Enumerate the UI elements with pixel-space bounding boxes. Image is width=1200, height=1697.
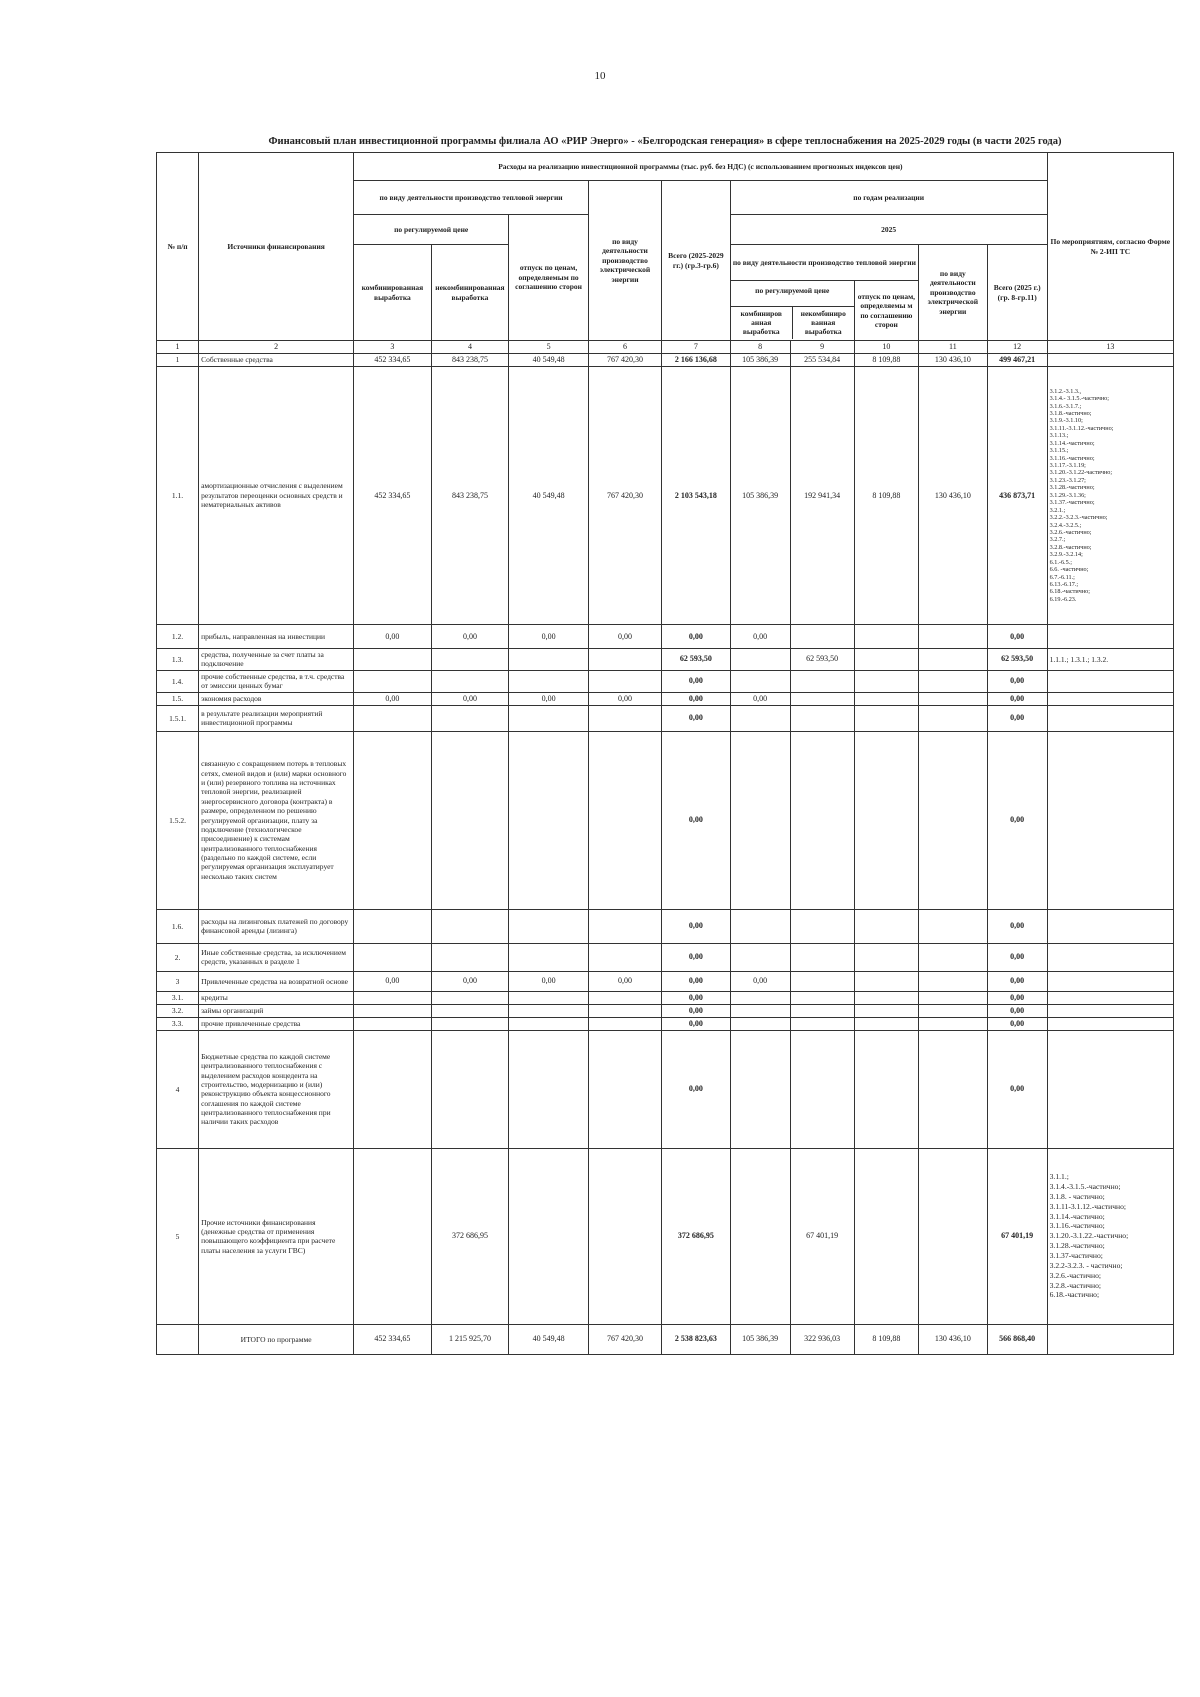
row-value bbox=[790, 909, 854, 943]
row-source-name: средства, полученные за счет платы за подключение bbox=[199, 649, 354, 671]
row-value: 40 549,48 bbox=[509, 367, 589, 625]
header-release-agreed: отпуск по ценам, определяемым по соглашению сторон bbox=[509, 215, 589, 341]
row-value bbox=[854, 909, 918, 943]
table-row bbox=[157, 692, 1174, 705]
page-number: 10 bbox=[594, 70, 606, 82]
row-number: 3.1. bbox=[157, 991, 199, 1004]
row-source-name: займы организаций bbox=[199, 1004, 354, 1017]
row-source-name: прочие собственные средства, в т.ч. средства от эмиссии ценных бумаг bbox=[199, 670, 354, 692]
row-source-name: связанную с сокращением потерь в тепловых сетях, сменой видов и (или) марки основного и (или) резервного топлива на источниках тепловой энергии, реализацией энергосервисного договора (контракта) в размере, определенном по решению регулируемой организации, плату за подключение (технологическое присоединение) к системам централизованного теплоснабжения (раздельно по каждой системе, если регулируемая организация эксплуатирует несколько таких систем bbox=[199, 731, 354, 909]
row-value: 566 868,40 bbox=[987, 1324, 1047, 1354]
row-value: 40 549,48 bbox=[509, 1324, 589, 1354]
row-source-name: кредиты bbox=[199, 991, 354, 1004]
row-value: 0,00 bbox=[987, 991, 1047, 1004]
row-value: 0,00 bbox=[987, 943, 1047, 971]
row-value: 0,00 bbox=[662, 1017, 731, 1030]
table-row bbox=[157, 943, 1174, 971]
row-value: 62 593,50 bbox=[790, 649, 854, 671]
table-row bbox=[157, 705, 1174, 731]
row-value: 40 549,48 bbox=[509, 354, 589, 367]
row-value: 452 334,65 bbox=[354, 367, 432, 625]
col-number: 5 bbox=[509, 341, 589, 354]
row-value bbox=[790, 692, 854, 705]
row-value: 0,00 bbox=[662, 971, 731, 991]
table-row bbox=[157, 1324, 1174, 1354]
header-regulated: по регулируемой цене bbox=[354, 215, 509, 245]
row-value: 67 401,19 bbox=[987, 1148, 1047, 1324]
row-value: 130 436,10 bbox=[919, 367, 988, 625]
row-measures bbox=[1047, 692, 1173, 705]
header-electric-activity-2: по виду деятельности производство электрической энергии bbox=[919, 245, 988, 341]
row-value: 767 420,30 bbox=[588, 354, 661, 367]
row-value: 0,00 bbox=[730, 692, 790, 705]
row-value bbox=[919, 731, 988, 909]
row-value: 0,00 bbox=[509, 971, 589, 991]
row-number: 1 bbox=[157, 354, 199, 367]
row-value bbox=[509, 649, 589, 671]
row-measures: 3.1.1.; 3.1.4.-3.1.5.-частично; 3.1.8. - частично; 3.1.11-3.1.12.-частично; 3.1.14.-частично; 3.1.16.-частично; 3.1.20.-3.1.22.-частично; 3.1.28.-частично; 3.1.37-частично; 3.2.2-3.2.3. - частично; 3.2.6.-частично; 3.2.8.-частично; 6.18.-частично; bbox=[1047, 1148, 1173, 1324]
row-source-name: Бюджетные средства по каждой системе централизованного теплоснабжения с выделением расходов концедента на строительство, модернизацию и (или) реконструкцию объекта концессионного соглашения по каждой системе централизованного теплоснабжения при наличии таких расходов bbox=[199, 1030, 354, 1148]
row-value: 0,00 bbox=[662, 731, 731, 909]
row-value: 105 386,39 bbox=[730, 1324, 790, 1354]
row-number: 3.2. bbox=[157, 1004, 199, 1017]
row-measures: 1.1.1.; 1.3.1.; 1.3.2. bbox=[1047, 649, 1173, 671]
row-value: 767 420,30 bbox=[588, 367, 661, 625]
row-value bbox=[854, 1017, 918, 1030]
header-electric-activity: по виду деятельности производство электрической энергии bbox=[588, 181, 661, 341]
header-total-2025-2029: Всего (2025-2029 гг.) (гр.3-гр.6) bbox=[662, 181, 731, 341]
row-value bbox=[854, 943, 918, 971]
row-value bbox=[588, 909, 661, 943]
row-value bbox=[919, 705, 988, 731]
row-value: 130 436,10 bbox=[919, 354, 988, 367]
row-value: 322 936,03 bbox=[790, 1324, 854, 1354]
row-value bbox=[854, 991, 918, 1004]
col-number: 1 bbox=[157, 341, 199, 354]
row-value bbox=[588, 670, 661, 692]
row-measures bbox=[1047, 1017, 1173, 1030]
row-value: 452 334,65 bbox=[354, 354, 432, 367]
row-measures bbox=[1047, 1004, 1173, 1017]
row-measures bbox=[1047, 354, 1173, 367]
row-measures bbox=[1047, 1030, 1173, 1148]
row-value: 499 467,21 bbox=[987, 354, 1047, 367]
row-value: 0,00 bbox=[987, 1004, 1047, 1017]
row-source-name: Иные собственные средства, за исключением средств, указанных в разделе 1 bbox=[199, 943, 354, 971]
header-combined-2: комбиниров анная выработка bbox=[731, 307, 793, 339]
row-value: 0,00 bbox=[987, 625, 1047, 649]
row-value: 130 436,10 bbox=[919, 1324, 988, 1354]
row-value: 0,00 bbox=[354, 971, 432, 991]
row-number: 1.5. bbox=[157, 692, 199, 705]
table-row bbox=[157, 367, 1174, 625]
row-source-name: расходы на лизинговых платежей по договору финансовой аренды (лизинга) bbox=[199, 909, 354, 943]
row-value: 0,00 bbox=[662, 705, 731, 731]
row-value: 0,00 bbox=[987, 692, 1047, 705]
row-value bbox=[854, 971, 918, 991]
row-value bbox=[509, 705, 589, 731]
row-value: 192 941,34 bbox=[790, 367, 854, 625]
row-value bbox=[730, 1030, 790, 1148]
row-source-name: Прочие источники финансирования (денежные средства от применения повышающего коэффициента при расчете платы населения за услуги ГВС) bbox=[199, 1148, 354, 1324]
row-value bbox=[790, 1030, 854, 1148]
row-value bbox=[354, 991, 432, 1004]
table-row bbox=[157, 1148, 1174, 1324]
col-number: 2 bbox=[199, 341, 354, 354]
row-measures bbox=[1047, 909, 1173, 943]
row-measures bbox=[1047, 971, 1173, 991]
row-value bbox=[730, 991, 790, 1004]
row-value bbox=[431, 943, 509, 971]
row-value: 0,00 bbox=[662, 625, 731, 649]
row-value: 8 109,88 bbox=[854, 1324, 918, 1354]
row-value bbox=[588, 1017, 661, 1030]
row-value bbox=[588, 1148, 661, 1324]
header-measures: По мероприятиям, согласно Форме № 2-ИП ТС bbox=[1047, 153, 1173, 341]
row-value: 0,00 bbox=[987, 971, 1047, 991]
row-value bbox=[588, 991, 661, 1004]
row-value bbox=[431, 991, 509, 1004]
header-combined: комбинированная выработка bbox=[354, 245, 432, 341]
table-row bbox=[157, 991, 1174, 1004]
row-value bbox=[509, 909, 589, 943]
row-value bbox=[919, 692, 988, 705]
row-value bbox=[854, 1148, 918, 1324]
row-value: 0,00 bbox=[730, 625, 790, 649]
column-number-row bbox=[157, 341, 1174, 354]
row-value bbox=[509, 1148, 589, 1324]
row-value bbox=[509, 670, 589, 692]
document-title: Финансовый план инвестиционной программы филиала АО «РИР Энерго» - «Белгородская генерация» в сфере теплоснабжения на 2025-2029 годы (в части 2025 года) bbox=[268, 136, 1062, 147]
header-expenses: Расходы на реализацию инвестиционной программы (тыс. руб. без НДС) (с использованием прогнозных индексов цен) bbox=[354, 153, 1047, 181]
row-value: 0,00 bbox=[662, 1030, 731, 1148]
row-value bbox=[431, 1030, 509, 1148]
header-by-years: по годам реализации bbox=[730, 181, 1047, 215]
row-value: 843 238,75 bbox=[431, 354, 509, 367]
header-year-2025: 2025 bbox=[730, 215, 1047, 245]
row-value: 2 103 543,18 bbox=[662, 367, 731, 625]
row-value bbox=[509, 731, 589, 909]
row-measures bbox=[1047, 670, 1173, 692]
row-value: 105 386,39 bbox=[730, 354, 790, 367]
row-value bbox=[588, 943, 661, 971]
row-measures bbox=[1047, 991, 1173, 1004]
row-value: 843 238,75 bbox=[431, 367, 509, 625]
row-value bbox=[431, 909, 509, 943]
row-value bbox=[919, 1030, 988, 1148]
row-value: 0,00 bbox=[431, 971, 509, 991]
row-value: 8 109,88 bbox=[854, 367, 918, 625]
header-heat-activity: по виду деятельности производство тепловой энергии bbox=[354, 181, 589, 215]
row-value bbox=[509, 943, 589, 971]
row-value: 0,00 bbox=[354, 692, 432, 705]
row-number: 2. bbox=[157, 943, 199, 971]
row-value bbox=[919, 1148, 988, 1324]
row-value bbox=[730, 1004, 790, 1017]
row-value: 0,00 bbox=[987, 731, 1047, 909]
row-value: 2 538 823,63 bbox=[662, 1324, 731, 1354]
row-measures bbox=[1047, 943, 1173, 971]
row-value: 255 534,84 bbox=[790, 354, 854, 367]
row-value bbox=[509, 1017, 589, 1030]
row-number bbox=[157, 1324, 199, 1354]
row-value bbox=[790, 731, 854, 909]
row-value: 0,00 bbox=[431, 625, 509, 649]
row-value: 62 593,50 bbox=[987, 649, 1047, 671]
row-value: 0,00 bbox=[662, 991, 731, 1004]
row-value bbox=[854, 1030, 918, 1148]
row-value: 0,00 bbox=[987, 1017, 1047, 1030]
header-source: Источники финансирования bbox=[199, 153, 354, 341]
row-measures: 3.1.2.-3.1.3., 3.1.4.- 3.1.5.-частично; 3.1.6.-3.1.7.; 3.1.8.-частично; 3.1.9.-3.1.10; 3.1.11.-3.1.12.-частично; 3.1.13.; 3.1.14.-частично; 3.1.15.; 3.1.16.-частично; 3.1.17.-3.1.19; 3.1.20.-3.1.22-частично; 3.1.23.-3.1.27; 3.1.28.-частично; 3.1.29.-3.1.36; 3.1.37.-частично; 3.2.1.; 3.2.2.-3.2.3.-частично; 3.2.4.-3.2.5.; 3.2.6.-частично; 3.2.7.; 3.2.8.-частично; 3.2.9.-3.2.14; 6.1.-6.5.; 6.6. -частично; 6.7.-6.11.; 6.13.-6.17.; 6.18.-частично; 6.19.-6.23. bbox=[1047, 367, 1173, 625]
row-value bbox=[509, 991, 589, 1004]
row-source-name: прибыль, направленная на инвестиции bbox=[199, 625, 354, 649]
row-value bbox=[919, 625, 988, 649]
row-value bbox=[919, 1017, 988, 1030]
header-release-agreed-2: отпуск по ценам, определяемы м по соглашению сторон bbox=[854, 281, 918, 341]
row-value bbox=[854, 670, 918, 692]
row-number: 3 bbox=[157, 971, 199, 991]
row-value: 452 334,65 bbox=[354, 1324, 432, 1354]
col-number: 12 bbox=[987, 341, 1047, 354]
row-value: 0,00 bbox=[588, 625, 661, 649]
table-row bbox=[157, 354, 1174, 367]
row-value bbox=[854, 692, 918, 705]
row-value: 62 593,50 bbox=[662, 649, 731, 671]
row-value bbox=[919, 1004, 988, 1017]
row-value bbox=[790, 943, 854, 971]
row-measures bbox=[1047, 625, 1173, 649]
row-value: 0,00 bbox=[509, 625, 589, 649]
header-regulated-2: по регулируемой цене bbox=[731, 282, 854, 306]
row-number: 1.5.1. bbox=[157, 705, 199, 731]
col-number: 11 bbox=[919, 341, 988, 354]
row-value bbox=[730, 649, 790, 671]
row-value bbox=[354, 909, 432, 943]
row-value bbox=[588, 1004, 661, 1017]
row-number: 1.4. bbox=[157, 670, 199, 692]
row-value bbox=[354, 731, 432, 909]
row-value bbox=[854, 705, 918, 731]
table-row bbox=[157, 909, 1174, 943]
row-value bbox=[354, 1004, 432, 1017]
col-number: 3 bbox=[354, 341, 432, 354]
row-value bbox=[919, 943, 988, 971]
row-value: 0,00 bbox=[662, 943, 731, 971]
row-value: 0,00 bbox=[987, 705, 1047, 731]
col-number: 7 bbox=[662, 341, 731, 354]
row-value: 372 686,95 bbox=[431, 1148, 509, 1324]
col-number: 8 bbox=[730, 341, 790, 354]
row-measures bbox=[1047, 731, 1173, 909]
row-source-name: амортизационные отчисления с выделением результатов переоценки основных средств и нематериальных активов bbox=[199, 367, 354, 625]
row-source-name: экономия расходов bbox=[199, 692, 354, 705]
row-value bbox=[919, 649, 988, 671]
row-value bbox=[790, 670, 854, 692]
col-number: 6 bbox=[588, 341, 661, 354]
row-value: 0,00 bbox=[431, 692, 509, 705]
row-value bbox=[730, 943, 790, 971]
row-value bbox=[431, 1017, 509, 1030]
row-source-name: Привлеченные средства на возвратной основе bbox=[199, 971, 354, 991]
table-row bbox=[157, 1004, 1174, 1017]
table-row bbox=[157, 649, 1174, 671]
row-value bbox=[354, 1030, 432, 1148]
row-value bbox=[730, 731, 790, 909]
row-number: 1.3. bbox=[157, 649, 199, 671]
table-row bbox=[157, 670, 1174, 692]
row-value: 1 215 925,70 bbox=[431, 1324, 509, 1354]
row-value: 436 873,71 bbox=[987, 367, 1047, 625]
row-value: 0,00 bbox=[662, 670, 731, 692]
row-value bbox=[588, 731, 661, 909]
row-value: 0,00 bbox=[987, 670, 1047, 692]
row-number: 1.1. bbox=[157, 367, 199, 625]
row-value bbox=[790, 1017, 854, 1030]
col-number: 13 bbox=[1047, 341, 1173, 354]
header-non-combined: некомбинированная выработка bbox=[431, 245, 509, 341]
col-number: 9 bbox=[790, 341, 854, 354]
row-value: 8 109,88 bbox=[854, 354, 918, 367]
row-value bbox=[588, 705, 661, 731]
row-value: 105 386,39 bbox=[730, 367, 790, 625]
row-value bbox=[354, 670, 432, 692]
row-value: 0,00 bbox=[662, 692, 731, 705]
table-body bbox=[157, 341, 1174, 1355]
row-value: 2 166 136,68 bbox=[662, 354, 731, 367]
row-value bbox=[790, 705, 854, 731]
header-total-2025: Всего (2025 г.) (гр. 8-гр.11) bbox=[987, 245, 1047, 341]
row-value bbox=[919, 909, 988, 943]
row-value: 67 401,19 bbox=[790, 1148, 854, 1324]
row-value bbox=[354, 943, 432, 971]
row-value bbox=[509, 1030, 589, 1148]
row-value: 0,00 bbox=[730, 971, 790, 991]
table-row bbox=[157, 1017, 1174, 1030]
table-row bbox=[157, 971, 1174, 991]
row-value bbox=[919, 991, 988, 1004]
table-row bbox=[157, 1030, 1174, 1148]
row-value bbox=[431, 670, 509, 692]
table-row bbox=[157, 731, 1174, 909]
row-value bbox=[854, 1004, 918, 1017]
row-value bbox=[354, 1148, 432, 1324]
row-value bbox=[730, 1148, 790, 1324]
row-source-name: ИТОГО по программе bbox=[199, 1324, 354, 1354]
row-value bbox=[790, 991, 854, 1004]
row-value bbox=[588, 1030, 661, 1148]
row-value bbox=[730, 705, 790, 731]
row-value: 0,00 bbox=[987, 1030, 1047, 1148]
row-value bbox=[431, 705, 509, 731]
row-value: 0,00 bbox=[588, 971, 661, 991]
row-value bbox=[354, 1017, 432, 1030]
header-non-combined-2: некомбиниро ванная выработка bbox=[800, 308, 846, 337]
row-number: 1.5.2. bbox=[157, 731, 199, 909]
row-value bbox=[790, 971, 854, 991]
row-value bbox=[509, 1004, 589, 1017]
col-number: 10 bbox=[854, 341, 918, 354]
row-value bbox=[730, 1017, 790, 1030]
row-value: 0,00 bbox=[509, 692, 589, 705]
row-number: 4 bbox=[157, 1030, 199, 1148]
header-heat-activity-2: по виду деятельности производство тепловой энергии bbox=[730, 245, 918, 281]
row-value: 0,00 bbox=[987, 909, 1047, 943]
header-no: № п/п bbox=[157, 153, 199, 341]
row-value bbox=[854, 625, 918, 649]
row-value: 0,00 bbox=[662, 909, 731, 943]
row-number: 5 bbox=[157, 1148, 199, 1324]
row-measures bbox=[1047, 1324, 1173, 1354]
row-number: 1.6. bbox=[157, 909, 199, 943]
table-row bbox=[157, 625, 1174, 649]
row-source-name: Собственные средства bbox=[199, 354, 354, 367]
row-value bbox=[431, 731, 509, 909]
row-value bbox=[431, 1004, 509, 1017]
row-value: 0,00 bbox=[662, 1004, 731, 1017]
row-value bbox=[588, 649, 661, 671]
row-value bbox=[354, 705, 432, 731]
row-value: 0,00 bbox=[588, 692, 661, 705]
row-source-name: прочие привлеченные средства bbox=[199, 1017, 354, 1030]
row-value bbox=[790, 1004, 854, 1017]
row-value bbox=[730, 909, 790, 943]
row-number: 1.2. bbox=[157, 625, 199, 649]
row-value bbox=[919, 971, 988, 991]
row-value bbox=[854, 649, 918, 671]
row-value bbox=[431, 649, 509, 671]
row-measures bbox=[1047, 705, 1173, 731]
row-value: 767 420,30 bbox=[588, 1324, 661, 1354]
row-value bbox=[354, 649, 432, 671]
row-value: 372 686,95 bbox=[662, 1148, 731, 1324]
row-value bbox=[919, 670, 988, 692]
row-number: 3.3. bbox=[157, 1017, 199, 1030]
row-value: 0,00 bbox=[354, 625, 432, 649]
row-value bbox=[790, 625, 854, 649]
row-value bbox=[730, 670, 790, 692]
row-source-name: в результате реализации мероприятий инвестиционной программы bbox=[199, 705, 354, 731]
financial-plan-table bbox=[156, 152, 1174, 1355]
col-number: 4 bbox=[431, 341, 509, 354]
row-value bbox=[854, 731, 918, 909]
header-regulated-2-group bbox=[730, 281, 854, 341]
